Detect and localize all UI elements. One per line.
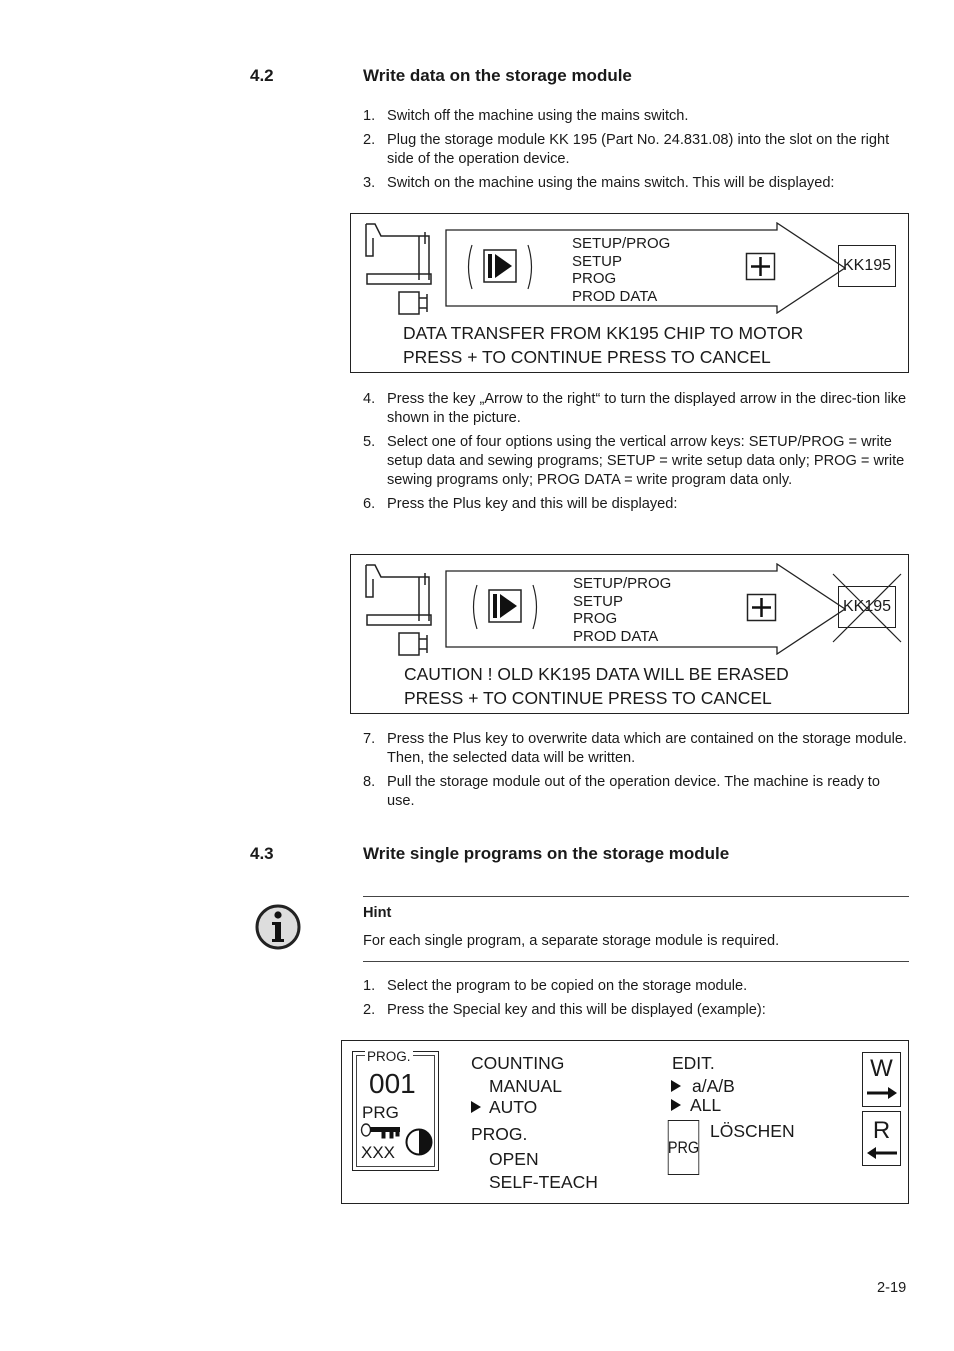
step-text: Plug the storage module KK 195 (Part No. 24.831.08) into the slot on the right side of the operation device. [387, 132, 890, 167]
half-circle-icon [404, 1127, 434, 1157]
storage-chip: KK195 [838, 586, 896, 628]
play-icon [464, 241, 536, 293]
step-text: Press the Plus key and this will be displayed: [387, 496, 678, 512]
page-number: 2-19 [877, 1280, 907, 1296]
plus-icon [746, 593, 778, 623]
step-number: 2. [363, 132, 376, 148]
step-text: Press the key „Arrow to the right“ to turn the displayed arrow in the direc-tion like shown in the picture. [387, 391, 907, 426]
display-panel-transfer [350, 213, 909, 373]
loeschen-label: LÖSCHEN [710, 1121, 795, 1141]
message-line: PRESS + TO CONTINUE PRESS TO CANCEL [403, 347, 771, 367]
section-number: 4.2 [250, 66, 274, 85]
menu-item: SETUP/PROG [573, 575, 672, 592]
divider [363, 896, 909, 897]
hint-title: Hint [363, 905, 392, 921]
manual-option: MANUAL [489, 1076, 562, 1096]
triangle-icon [670, 1099, 682, 1111]
step-item [363, 390, 908, 428]
step-number: 7. [363, 731, 376, 747]
step-number: 2. [363, 1002, 376, 1018]
cross-icon [831, 571, 903, 645]
r-key-label: R [872, 1117, 891, 1144]
step-text: Press the Special key and this will be displayed (example): [387, 1002, 766, 1018]
w-key[interactable] [862, 1052, 901, 1107]
step-text: Switch on the machine using the mains switch. This will be displayed: [387, 175, 835, 191]
steps-list [363, 390, 908, 519]
steps-list [363, 977, 908, 1025]
counting-label: COUNTING [471, 1053, 565, 1073]
sewing-machine-icon [361, 218, 433, 323]
message-line: PRESS + TO CONTINUE PRESS TO CANCEL [404, 688, 772, 708]
step-number: 8. [363, 774, 376, 790]
auto-option: AUTO [489, 1097, 538, 1117]
menu-item: PROD DATA [572, 288, 658, 306]
display-panel-program [341, 1040, 909, 1204]
info-icon [254, 903, 302, 951]
r-key[interactable] [862, 1111, 901, 1166]
step-number: 6. [363, 496, 376, 512]
step-number: 5. [363, 434, 376, 450]
step-item [363, 433, 908, 490]
step-text: Switch off the machine using the mains switch. [387, 108, 689, 124]
data-menu [573, 575, 671, 646]
menu-item: SETUP [572, 252, 623, 270]
prg-key[interactable]: PRG [668, 1120, 699, 1175]
key-icon [360, 1122, 402, 1140]
menu-item: SETUP [573, 592, 624, 610]
step-number: 1. [363, 978, 376, 994]
step-item [363, 773, 908, 811]
divider [363, 961, 909, 962]
section-title: Write data on the storage module [363, 66, 632, 85]
step-text: Press the Plus key to overwrite data which are contained on the storage module. Then, the selected data will be written. [387, 731, 907, 766]
menu-item: PROD DATA [573, 628, 659, 646]
step-item [363, 131, 908, 169]
message-line: CAUTION ! OLD KK195 DATA WILL BE ERASED [404, 664, 789, 684]
prog-menu-label: PROG. [471, 1124, 528, 1144]
w-key-label: W [870, 1055, 893, 1082]
step-item [363, 1001, 908, 1020]
triangle-icon [470, 1101, 482, 1113]
arrow-right-icon [866, 1086, 898, 1100]
step-text: Select one of four options using the vertical arrow keys: SETUP/PROG = write setup data and sewing programs; SETUP = write setup data only; PROG = write sewing programs only; PROG DATA = write program data only. [387, 434, 905, 488]
storage-chip: KK195 [838, 245, 896, 287]
aab-option: a/A/B [692, 1076, 735, 1096]
menu-item: SETUP/PROG [572, 235, 671, 252]
message-line: DATA TRANSFER FROM KK195 CHIP TO MOTOR [403, 323, 804, 343]
step-item [363, 977, 908, 996]
selfteach-option: SELF-TEACH [489, 1172, 598, 1192]
display-message [404, 662, 789, 710]
triangle-icon [670, 1080, 682, 1092]
open-option: OPEN [489, 1149, 539, 1169]
hint-text: For each single program, a separate storage module is required. [363, 933, 780, 949]
all-option: ALL [690, 1095, 722, 1115]
prog-number: 001 [369, 1068, 416, 1099]
menu-item: PROG [573, 610, 618, 628]
step-item [363, 495, 908, 514]
step-item [363, 107, 908, 126]
steps-list [363, 107, 908, 198]
step-number: 4. [363, 391, 376, 407]
steps-list [363, 730, 908, 816]
arrow-left-icon [866, 1146, 898, 1160]
step-text: Pull the storage module out of the operation device. The machine is ready to use. [387, 774, 880, 809]
section-number: 4.3 [250, 844, 274, 863]
prog-label: PROG. [367, 1049, 411, 1064]
step-number: 3. [363, 175, 376, 191]
plus-icon [745, 252, 777, 282]
step-text: Select the program to be copied on the storage module. [387, 978, 748, 994]
step-item [363, 174, 908, 193]
sewing-machine-icon [361, 559, 433, 664]
step-number: 1. [363, 108, 376, 124]
display-panel-caution [350, 554, 909, 714]
display-message [403, 321, 803, 369]
edit-label: EDIT. [672, 1053, 715, 1073]
data-menu [572, 235, 670, 306]
xxx-label: XXX [361, 1143, 396, 1162]
section-title: Write single programs on the storage module [363, 844, 730, 863]
menu-item: PROG [572, 270, 617, 288]
step-item [363, 730, 908, 768]
prg-label: PRG [362, 1103, 399, 1122]
play-icon [469, 581, 541, 633]
